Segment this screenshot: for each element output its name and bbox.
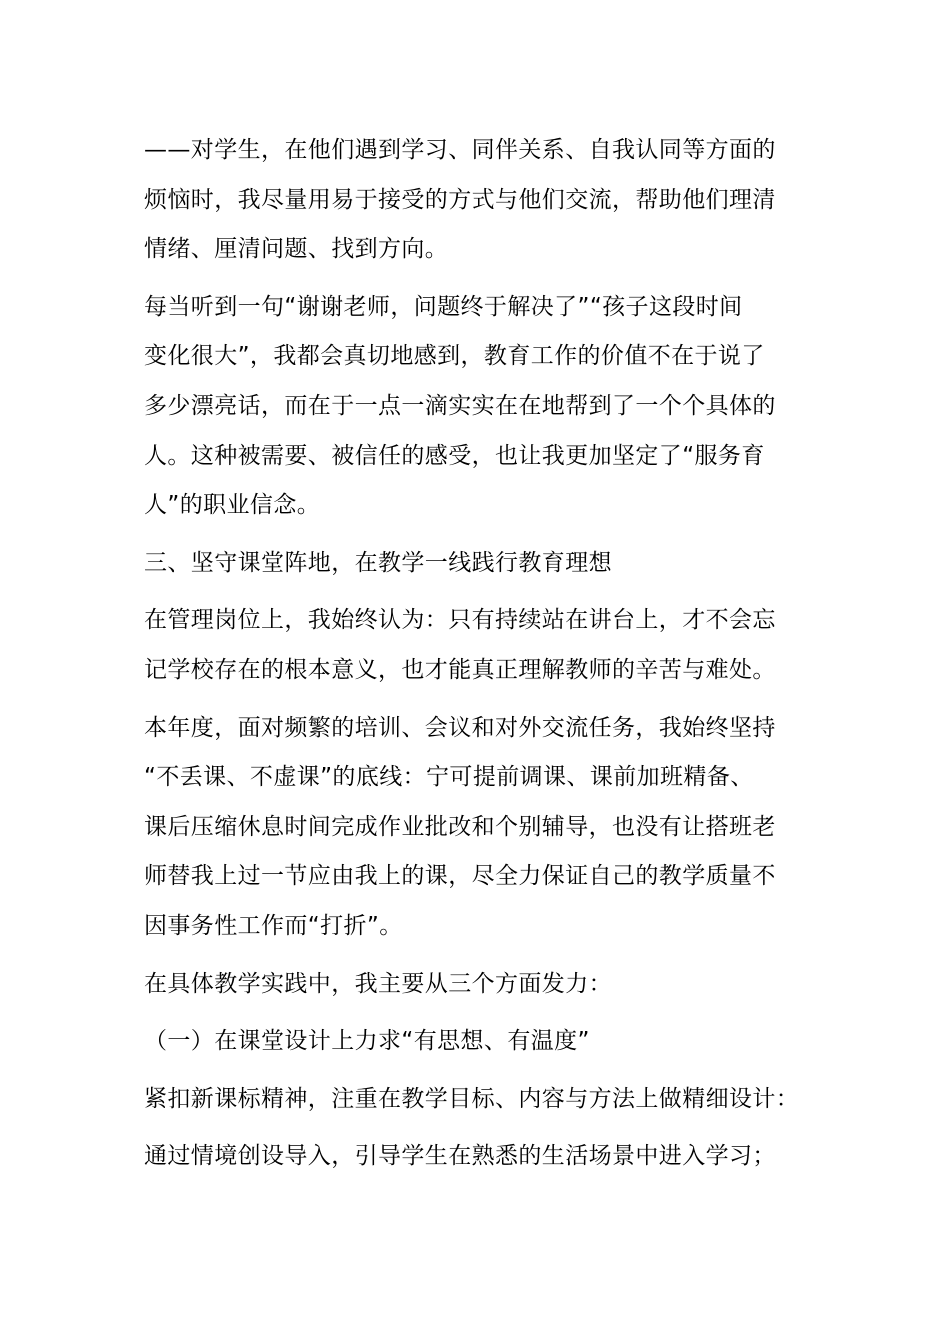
section-heading [144,539,804,589]
paragraph [144,596,804,695]
text-line: 本年度，面对频繁的培训、会议和对外交流任务，我始终坚持 [144,714,776,741]
text-line: 因事务性工作而“打折”。 [144,912,403,939]
paragraph [144,704,804,952]
paragraph [144,1132,804,1182]
document-page [144,126,804,1190]
text-line: 每当听到一句“谢谢老师，问题终于解决了”“孩子这段时间 [144,293,743,320]
text-line: 多少漂亮话，而在于一点一滴实实在在地帮到了一个个具体的 [144,392,776,419]
text-line: 在管理岗位上，我始终认为：只有持续站在讲台上，才不会忘 [144,607,776,634]
text-line: 课后压缩休息时间完成作业批改和个别辅导，也没有让搭班老 [144,813,776,840]
text-line: 人”的职业信念。 [144,492,321,519]
text-line: 烦恼时，我尽量用易于接受的方式与他们交流，帮助他们理清 [144,186,776,213]
text-line: 在具体教学实践中，我主要从三个方面发力： [144,970,612,997]
text-line: ——对学生，在他们遇到学习、同伴关系、自我认同等方面的 [144,137,776,163]
paragraph [144,126,804,275]
text-line: 通过情境创设导入，引导学生在熟悉的生活场景中进入学习； [144,1143,776,1170]
text-line: 变化很大”，我都会真切地感到，教育工作的价值不在于说了 [144,343,765,370]
text-line: “不丢课、不虚课”的底线：宁可提前调课、课前加班精备、 [144,764,754,791]
text-line: 师替我上过一节应由我上的课，尽全力保证自己的教学质量不 [144,863,776,890]
subsection-heading [144,1017,804,1067]
paragraph [144,960,804,1010]
text-line: 三、坚守课堂阵地，在教学一线践行教育理想 [144,549,612,576]
text-line: 人。这种被需要、被信任的感受，也让我更加坚定了“服务育 [144,442,765,469]
text-line: 记学校存在的根本意义，也才能真正理解教师的辛苦与难处。 [144,656,776,683]
paragraph [144,1075,804,1125]
text-line: 紧扣新课标精神，注重在教学目标、内容与方法上做精细设计： [144,1085,800,1112]
paragraph [144,283,804,531]
text-line: 情绪、厘清问题、找到方向。 [144,236,449,263]
text-line: （一）在课堂设计上力求“有思想、有温度” [144,1028,590,1055]
